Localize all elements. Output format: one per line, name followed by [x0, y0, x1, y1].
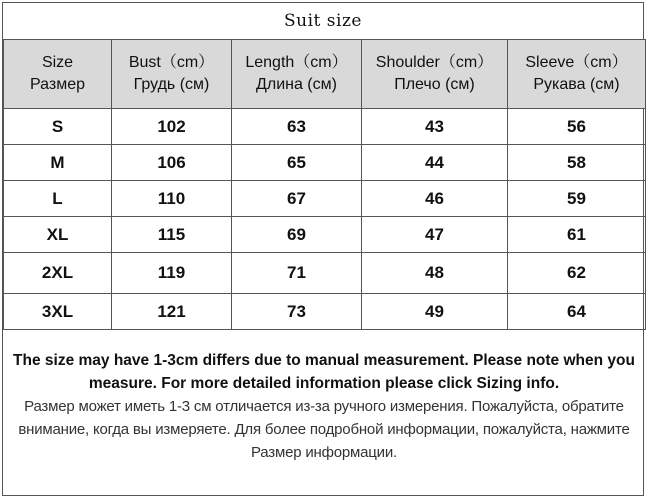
cell-size: L [4, 181, 112, 217]
cell-size: XL [4, 217, 112, 253]
size-chart [2, 2, 644, 496]
cell-bust: 110 [112, 181, 232, 217]
cell-sleeve: 59 [508, 181, 646, 217]
chart-title: Suit size [284, 11, 362, 31]
header-row [4, 40, 646, 109]
cell-length: 63 [232, 109, 362, 145]
header-size: Size Размер [4, 40, 112, 109]
size-table [3, 39, 646, 330]
table-row [4, 217, 646, 253]
header-sleeve: Sleeve（cm） Рукава (см) [508, 40, 646, 109]
cell-bust: 119 [112, 253, 232, 294]
cell-shoulder: 47 [362, 217, 508, 253]
table-row [4, 181, 646, 217]
notes [3, 343, 645, 464]
cell-shoulder: 49 [362, 294, 508, 330]
header-bust: Bust（cm） Грудь (см) [112, 40, 232, 109]
cell-shoulder: 43 [362, 109, 508, 145]
table-row [4, 294, 646, 330]
cell-sleeve: 61 [508, 217, 646, 253]
cell-shoulder: 44 [362, 145, 508, 181]
header-length: Length（cm） Длина (см) [232, 40, 362, 109]
cell-size: M [4, 145, 112, 181]
table-row [4, 145, 646, 181]
cell-length: 65 [232, 145, 362, 181]
cell-bust: 115 [112, 217, 232, 253]
cell-sleeve: 62 [508, 253, 646, 294]
cell-size: 3XL [4, 294, 112, 330]
cell-size: S [4, 109, 112, 145]
cell-sleeve: 56 [508, 109, 646, 145]
cell-bust: 121 [112, 294, 232, 330]
cell-shoulder: 48 [362, 253, 508, 294]
cell-sleeve: 58 [508, 145, 646, 181]
table-row [4, 109, 646, 145]
note-russian: Размер может иметь 1-3 см отличается из-за ручного измерения. Пожалуйста, обратите внимание, когда вы измеряете. Для более подробной информации, пожалуйста, нажмите Размер информации. [18, 398, 630, 461]
cell-bust: 106 [112, 145, 232, 181]
cell-length: 69 [232, 217, 362, 253]
table-row [4, 253, 646, 294]
cell-size: 2XL [4, 253, 112, 294]
cell-length: 73 [232, 294, 362, 330]
cell-shoulder: 46 [362, 181, 508, 217]
cell-bust: 102 [112, 109, 232, 145]
note-english: The size may have 1-3cm differs due to manual measurement. Please note when you measure. For more detailed information please click Sizing info. [13, 352, 635, 392]
cell-sleeve: 64 [508, 294, 646, 330]
cell-length: 67 [232, 181, 362, 217]
header-shoulder: Shoulder（cm） Плечо (см) [362, 40, 508, 109]
cell-length: 71 [232, 253, 362, 294]
